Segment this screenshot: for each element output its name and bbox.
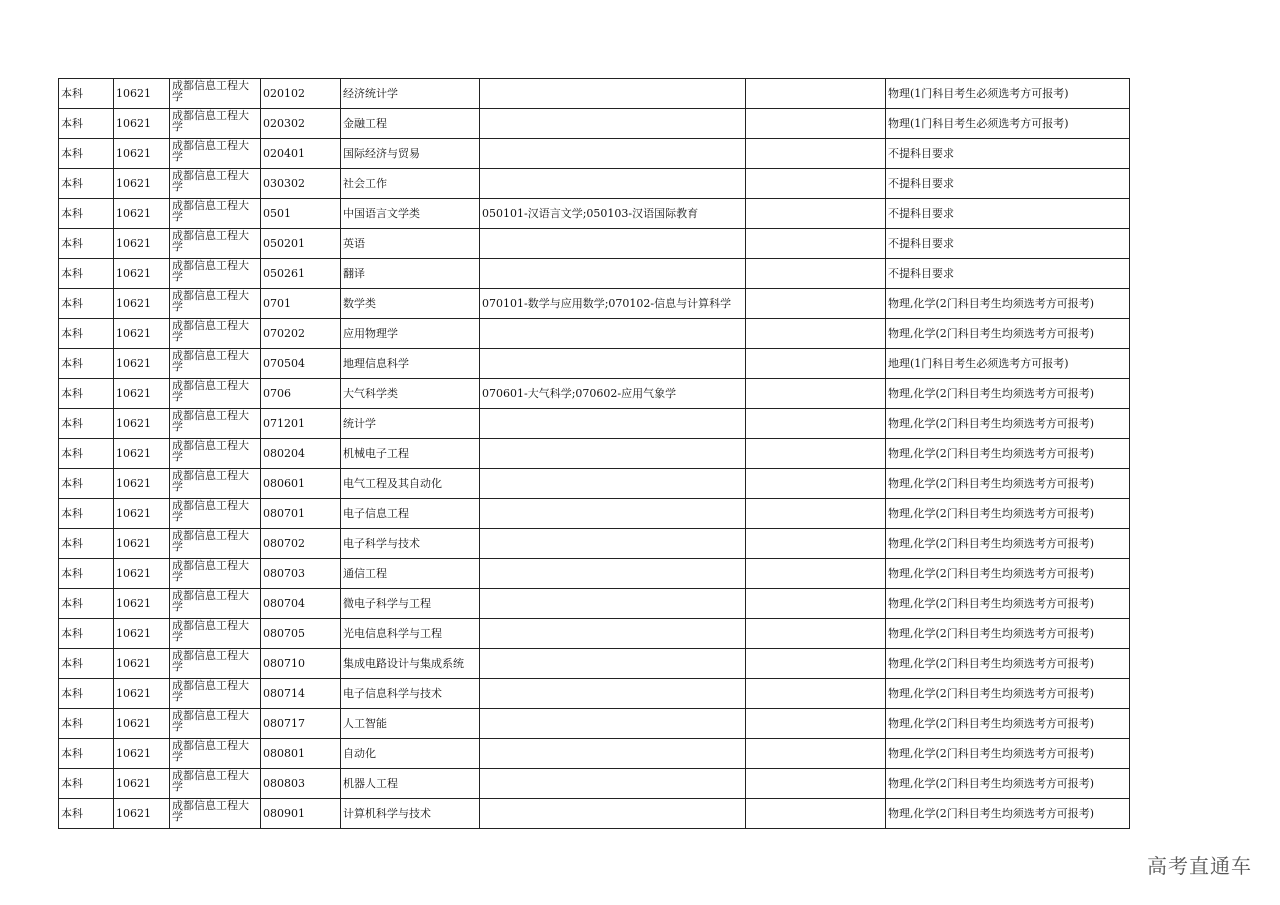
table-row — [59, 559, 1130, 589]
major-name-cell: 中国语言文学类 — [341, 199, 480, 229]
major-code-cell: 080717 — [261, 709, 341, 739]
watermark-text: 高考直通车 — [1147, 854, 1252, 878]
school-name-cell: 成都信息工程大学 — [170, 109, 261, 139]
subject-requirement-cell: 不提科目要求 — [886, 199, 1130, 229]
school-name-cell: 成都信息工程大学 — [170, 739, 261, 769]
note-cell — [746, 199, 886, 229]
school-name-cell: 成都信息工程大学 — [170, 169, 261, 199]
major-name-cell: 翻译 — [341, 259, 480, 289]
table-row — [59, 499, 1130, 529]
school-code-cell: 10621 — [114, 169, 170, 199]
level-cell: 本科 — [59, 499, 114, 529]
table-row — [59, 169, 1130, 199]
school-name-cell: 成都信息工程大学 — [170, 229, 261, 259]
level-cell: 本科 — [59, 589, 114, 619]
subject-requirement-cell: 物理,化学(2门科目考生均须选考方可报考) — [886, 559, 1130, 589]
level-cell: 本科 — [59, 559, 114, 589]
major-name-cell: 应用物理学 — [341, 319, 480, 349]
school-code-cell: 10621 — [114, 199, 170, 229]
major-name-cell: 光电信息科学与工程 — [341, 619, 480, 649]
school-name-cell: 成都信息工程大学 — [170, 679, 261, 709]
included-majors-cell: 070101-数学与应用数学;070102-信息与计算科学 — [480, 289, 746, 319]
school-code-cell: 10621 — [114, 439, 170, 469]
major-code-cell: 020102 — [261, 79, 341, 109]
school-code-cell: 10621 — [114, 409, 170, 439]
included-majors-cell — [480, 559, 746, 589]
major-name-cell: 数学类 — [341, 289, 480, 319]
subject-requirement-cell: 物理,化学(2门科目考生均须选考方可报考) — [886, 619, 1130, 649]
school-name-cell: 成都信息工程大学 — [170, 379, 261, 409]
subject-requirement-cell: 物理,化学(2门科目考生均须选考方可报考) — [886, 799, 1130, 829]
subject-requirement-cell: 物理,化学(2门科目考生均须选考方可报考) — [886, 739, 1130, 769]
included-majors-cell — [480, 619, 746, 649]
major-name-cell: 自动化 — [341, 739, 480, 769]
major-name-cell: 地理信息科学 — [341, 349, 480, 379]
level-cell: 本科 — [59, 619, 114, 649]
major-name-cell: 微电子科学与工程 — [341, 589, 480, 619]
note-cell — [746, 439, 886, 469]
subject-requirement-cell: 物理,化学(2门科目考生均须选考方可报考) — [886, 439, 1130, 469]
subject-requirement-cell: 物理,化学(2门科目考生均须选考方可报考) — [886, 409, 1130, 439]
note-cell — [746, 559, 886, 589]
major-code-cell: 080204 — [261, 439, 341, 469]
level-cell: 本科 — [59, 109, 114, 139]
note-cell — [746, 109, 886, 139]
included-majors-cell — [480, 469, 746, 499]
level-cell: 本科 — [59, 349, 114, 379]
school-code-cell: 10621 — [114, 139, 170, 169]
note-cell — [746, 619, 886, 649]
subject-requirement-cell: 物理,化学(2门科目考生均须选考方可报考) — [886, 499, 1130, 529]
note-cell — [746, 79, 886, 109]
table-row — [59, 439, 1130, 469]
subject-requirement-cell: 物理,化学(2门科目考生均须选考方可报考) — [886, 289, 1130, 319]
subject-requirement-cell: 物理(1门科目考生必须选考方可报考) — [886, 79, 1130, 109]
major-name-cell: 统计学 — [341, 409, 480, 439]
school-name-cell: 成都信息工程大学 — [170, 439, 261, 469]
table-row — [59, 589, 1130, 619]
level-cell: 本科 — [59, 409, 114, 439]
table-row — [59, 619, 1130, 649]
major-code-cell: 0706 — [261, 379, 341, 409]
level-cell: 本科 — [59, 649, 114, 679]
major-code-cell: 020302 — [261, 109, 341, 139]
table-row — [59, 409, 1130, 439]
major-code-cell: 070504 — [261, 349, 341, 379]
major-name-cell: 计算机科学与技术 — [341, 799, 480, 829]
major-name-cell: 大气科学类 — [341, 379, 480, 409]
major-code-cell: 050261 — [261, 259, 341, 289]
level-cell: 本科 — [59, 199, 114, 229]
included-majors-cell: 050101-汉语言文学;050103-汉语国际教育 — [480, 199, 746, 229]
level-cell: 本科 — [59, 289, 114, 319]
table-row — [59, 739, 1130, 769]
table-body — [59, 79, 1130, 829]
major-code-cell: 080801 — [261, 739, 341, 769]
subject-requirement-cell: 物理(1门科目考生必须选考方可报考) — [886, 109, 1130, 139]
note-cell — [746, 319, 886, 349]
subject-requirement-cell: 物理,化学(2门科目考生均须选考方可报考) — [886, 529, 1130, 559]
included-majors-cell — [480, 139, 746, 169]
school-code-cell: 10621 — [114, 79, 170, 109]
school-code-cell: 10621 — [114, 769, 170, 799]
school-code-cell: 10621 — [114, 709, 170, 739]
school-code-cell: 10621 — [114, 559, 170, 589]
school-name-cell: 成都信息工程大学 — [170, 259, 261, 289]
major-code-cell: 050201 — [261, 229, 341, 259]
level-cell: 本科 — [59, 739, 114, 769]
school-name-cell: 成都信息工程大学 — [170, 619, 261, 649]
included-majors-cell — [480, 589, 746, 619]
included-majors-cell — [480, 109, 746, 139]
subject-requirement-cell: 不提科目要求 — [886, 169, 1130, 199]
school-name-cell: 成都信息工程大学 — [170, 199, 261, 229]
school-code-cell: 10621 — [114, 469, 170, 499]
table-row — [59, 199, 1130, 229]
table-row — [59, 529, 1130, 559]
major-name-cell: 社会工作 — [341, 169, 480, 199]
major-code-cell: 070202 — [261, 319, 341, 349]
note-cell — [746, 229, 886, 259]
level-cell: 本科 — [59, 709, 114, 739]
table-row — [59, 79, 1130, 109]
school-name-cell: 成都信息工程大学 — [170, 349, 261, 379]
subject-requirement-cell: 物理,化学(2门科目考生均须选考方可报考) — [886, 709, 1130, 739]
table-row — [59, 289, 1130, 319]
note-cell — [746, 349, 886, 379]
table-row — [59, 799, 1130, 829]
included-majors-cell — [480, 439, 746, 469]
level-cell: 本科 — [59, 229, 114, 259]
note-cell — [746, 289, 886, 319]
subject-requirement-cell: 物理,化学(2门科目考生均须选考方可报考) — [886, 769, 1130, 799]
subject-requirement-cell: 物理,化学(2门科目考生均须选考方可报考) — [886, 649, 1130, 679]
major-code-cell: 071201 — [261, 409, 341, 439]
included-majors-cell — [480, 79, 746, 109]
note-cell — [746, 529, 886, 559]
note-cell — [746, 259, 886, 289]
note-cell — [746, 169, 886, 199]
included-majors-cell: 070601-大气科学;070602-应用气象学 — [480, 379, 746, 409]
note-cell — [746, 709, 886, 739]
major-code-cell: 080601 — [261, 469, 341, 499]
included-majors-cell — [480, 319, 746, 349]
school-name-cell: 成都信息工程大学 — [170, 709, 261, 739]
level-cell: 本科 — [59, 139, 114, 169]
level-cell: 本科 — [59, 379, 114, 409]
major-name-cell: 国际经济与贸易 — [341, 139, 480, 169]
included-majors-cell — [480, 499, 746, 529]
school-name-cell: 成都信息工程大学 — [170, 319, 261, 349]
major-code-cell: 080901 — [261, 799, 341, 829]
note-cell — [746, 379, 886, 409]
level-cell: 本科 — [59, 769, 114, 799]
school-code-cell: 10621 — [114, 649, 170, 679]
note-cell — [746, 739, 886, 769]
school-code-cell: 10621 — [114, 499, 170, 529]
included-majors-cell — [480, 679, 746, 709]
school-code-cell: 10621 — [114, 739, 170, 769]
table-row — [59, 109, 1130, 139]
major-code-cell: 080803 — [261, 769, 341, 799]
table-row — [59, 229, 1130, 259]
school-code-cell: 10621 — [114, 259, 170, 289]
major-code-cell: 080705 — [261, 619, 341, 649]
major-name-cell: 电子信息科学与技术 — [341, 679, 480, 709]
major-name-cell: 机械电子工程 — [341, 439, 480, 469]
included-majors-cell — [480, 259, 746, 289]
table-row — [59, 259, 1130, 289]
major-name-cell: 经济统计学 — [341, 79, 480, 109]
major-code-cell: 080701 — [261, 499, 341, 529]
level-cell: 本科 — [59, 169, 114, 199]
subject-requirement-cell: 地理(1门科目考生必须选考方可报考) — [886, 349, 1130, 379]
school-code-cell: 10621 — [114, 379, 170, 409]
included-majors-cell — [480, 739, 746, 769]
table-row — [59, 139, 1130, 169]
note-cell — [746, 649, 886, 679]
school-code-cell: 10621 — [114, 589, 170, 619]
note-cell — [746, 409, 886, 439]
school-code-cell: 10621 — [114, 319, 170, 349]
included-majors-cell — [480, 409, 746, 439]
subject-requirement-cell: 不提科目要求 — [886, 229, 1130, 259]
school-name-cell: 成都信息工程大学 — [170, 499, 261, 529]
major-name-cell: 通信工程 — [341, 559, 480, 589]
school-name-cell: 成都信息工程大学 — [170, 769, 261, 799]
major-code-cell: 080702 — [261, 529, 341, 559]
included-majors-cell — [480, 769, 746, 799]
subject-requirement-cell: 物理,化学(2门科目考生均须选考方可报考) — [886, 319, 1130, 349]
level-cell: 本科 — [59, 529, 114, 559]
major-code-cell: 080704 — [261, 589, 341, 619]
school-name-cell: 成都信息工程大学 — [170, 589, 261, 619]
school-code-cell: 10621 — [114, 229, 170, 259]
note-cell — [746, 499, 886, 529]
level-cell: 本科 — [59, 799, 114, 829]
level-cell: 本科 — [59, 259, 114, 289]
subject-requirement-cell: 物理,化学(2门科目考生均须选考方可报考) — [886, 589, 1130, 619]
school-code-cell: 10621 — [114, 349, 170, 379]
major-code-cell: 080710 — [261, 649, 341, 679]
table-row — [59, 679, 1130, 709]
school-code-cell: 10621 — [114, 289, 170, 319]
school-code-cell: 10621 — [114, 529, 170, 559]
included-majors-cell — [480, 709, 746, 739]
subject-requirement-cell: 物理,化学(2门科目考生均须选考方可报考) — [886, 469, 1130, 499]
major-name-cell: 电气工程及其自动化 — [341, 469, 480, 499]
table-row — [59, 769, 1130, 799]
subject-requirement-cell: 物理,化学(2门科目考生均须选考方可报考) — [886, 379, 1130, 409]
included-majors-cell — [480, 649, 746, 679]
included-majors-cell — [480, 349, 746, 379]
note-cell — [746, 589, 886, 619]
note-cell — [746, 679, 886, 709]
level-cell: 本科 — [59, 319, 114, 349]
school-name-cell: 成都信息工程大学 — [170, 139, 261, 169]
table-row — [59, 469, 1130, 499]
note-cell — [746, 139, 886, 169]
table-row — [59, 379, 1130, 409]
major-name-cell: 金融工程 — [341, 109, 480, 139]
table-row — [59, 319, 1130, 349]
included-majors-cell — [480, 529, 746, 559]
note-cell — [746, 799, 886, 829]
major-name-cell: 集成电路设计与集成系统 — [341, 649, 480, 679]
major-name-cell: 电子科学与技术 — [341, 529, 480, 559]
school-name-cell: 成都信息工程大学 — [170, 649, 261, 679]
table-row — [59, 709, 1130, 739]
level-cell: 本科 — [59, 79, 114, 109]
included-majors-cell — [480, 799, 746, 829]
school-code-cell: 10621 — [114, 109, 170, 139]
level-cell: 本科 — [59, 679, 114, 709]
school-code-cell: 10621 — [114, 799, 170, 829]
major-name-cell: 电子信息工程 — [341, 499, 480, 529]
school-name-cell: 成都信息工程大学 — [170, 79, 261, 109]
school-name-cell: 成都信息工程大学 — [170, 409, 261, 439]
major-requirements-table — [58, 78, 1130, 829]
school-name-cell: 成都信息工程大学 — [170, 799, 261, 829]
major-name-cell: 人工智能 — [341, 709, 480, 739]
major-code-cell: 080703 — [261, 559, 341, 589]
table-row — [59, 649, 1130, 679]
note-cell — [746, 469, 886, 499]
major-code-cell: 030302 — [261, 169, 341, 199]
included-majors-cell — [480, 169, 746, 199]
note-cell — [746, 769, 886, 799]
subject-requirement-cell: 不提科目要求 — [886, 259, 1130, 289]
school-name-cell: 成都信息工程大学 — [170, 289, 261, 319]
included-majors-cell — [480, 229, 746, 259]
major-code-cell: 0701 — [261, 289, 341, 319]
subject-requirement-cell: 不提科目要求 — [886, 139, 1130, 169]
major-code-cell: 020401 — [261, 139, 341, 169]
major-name-cell: 机器人工程 — [341, 769, 480, 799]
table-row — [59, 349, 1130, 379]
school-name-cell: 成都信息工程大学 — [170, 529, 261, 559]
major-name-cell: 英语 — [341, 229, 480, 259]
school-code-cell: 10621 — [114, 679, 170, 709]
level-cell: 本科 — [59, 439, 114, 469]
school-code-cell: 10621 — [114, 619, 170, 649]
school-name-cell: 成都信息工程大学 — [170, 559, 261, 589]
level-cell: 本科 — [59, 469, 114, 499]
major-code-cell: 080714 — [261, 679, 341, 709]
subject-requirement-cell: 物理,化学(2门科目考生均须选考方可报考) — [886, 679, 1130, 709]
major-code-cell: 0501 — [261, 199, 341, 229]
school-name-cell: 成都信息工程大学 — [170, 469, 261, 499]
